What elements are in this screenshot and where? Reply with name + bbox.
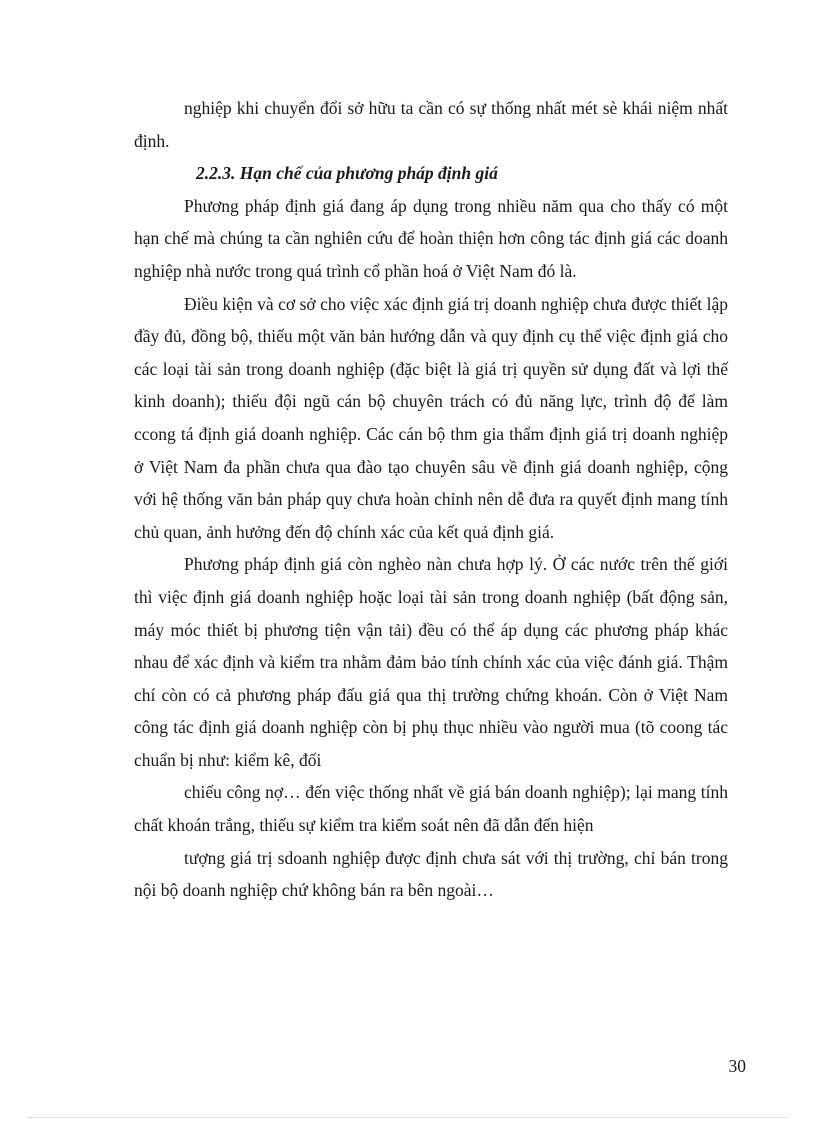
paragraph-enterprise-value: tượng giá trị sdoanh nghiệp được định chưa sát với thị trường, chỉ bán trong nội bộ doanh nghiệp chứ không bán ra bên ngoài… (134, 847, 728, 901)
paragraph-limitation-intro: Phương pháp định giá đang áp dụng trong nhiều năm qua cho thấy có một hạn chế mà chúng ta cần nghiên cứu để hoàn thiện hơn công tác định giá các doanh nghiệp nhà nước trong quá trình cổ phần hoá ở Việt Nam đó là. (134, 195, 728, 281)
paragraph-debt-reconciliation: chiếu công nợ… đến việc thống nhất về giá bán doanh nghiệp); lại mang tính chất khoán trắng, thiếu sự kiểm tra kiểm soát nên đã dẫn đến hiện (134, 782, 728, 836)
continuation-paragraph: nghiệp khi chuyển đổi sở hữu ta cần có sự thống nhất mét sè khái niệm nhất định. (134, 98, 728, 151)
footer-divider (28, 1117, 788, 1118)
paragraph-methods: Phương pháp định giá còn nghèo nàn chưa hợp lý. Ở các nước trên thế giới thì việc định giá doanh nghiệp hoặc loại tài sản trong doanh nghiệp (bất động sản, máy móc thiết bị phương tiện vận tải) đều có thể áp dụng các phương pháp khác nhau để xác định và kiểm tra nhằm đảm bảo tính chính xác của việc đánh giá. Thậm chí còn có cả phương pháp đấu giá qua thị trường chứng khoán. Còn ở Việt Nam công tác định giá doanh nghiệp còn bị phụ thục nhiều vào người mua (tõ coong tác chuẩn bị như: kiểm kê, đối (134, 554, 728, 770)
paragraph-conditions: Điều kiện và cơ sở cho việc xác định giá trị doanh nghiệp chưa được thiết lập đầy đủ, đồng bộ, thiếu một văn bản hướng dẫn và quy định cụ thể việc định giá cho các loại tài sản trong doanh nghiệp (đặc biệt là giá trị quyền sử dụng đất và lợi thế kinh doanh); thiếu đội ngũ cán bộ chuyên trách có đủ năng lực, trình độ để làm ccong tá định giá doanh nghiệp. Các cán bộ thm gia thẩm định giá trị doanh nghiệp ở Việt Nam đa phần chưa qua đào tạo chuyên sâu về định giá doanh nghiệp, cộng với hệ thống văn bản pháp quy chưa hoàn chỉnh nên dễ đưa ra quyết định mang tính chủ quan, ảnh hưởng đến độ chính xác của kết quả định giá. (134, 293, 728, 542)
page-number: 30 (728, 1056, 746, 1076)
section-heading: 2.2.3. Hạn chế của phương pháp định giá (196, 163, 498, 184)
page-content (134, 92, 728, 907)
